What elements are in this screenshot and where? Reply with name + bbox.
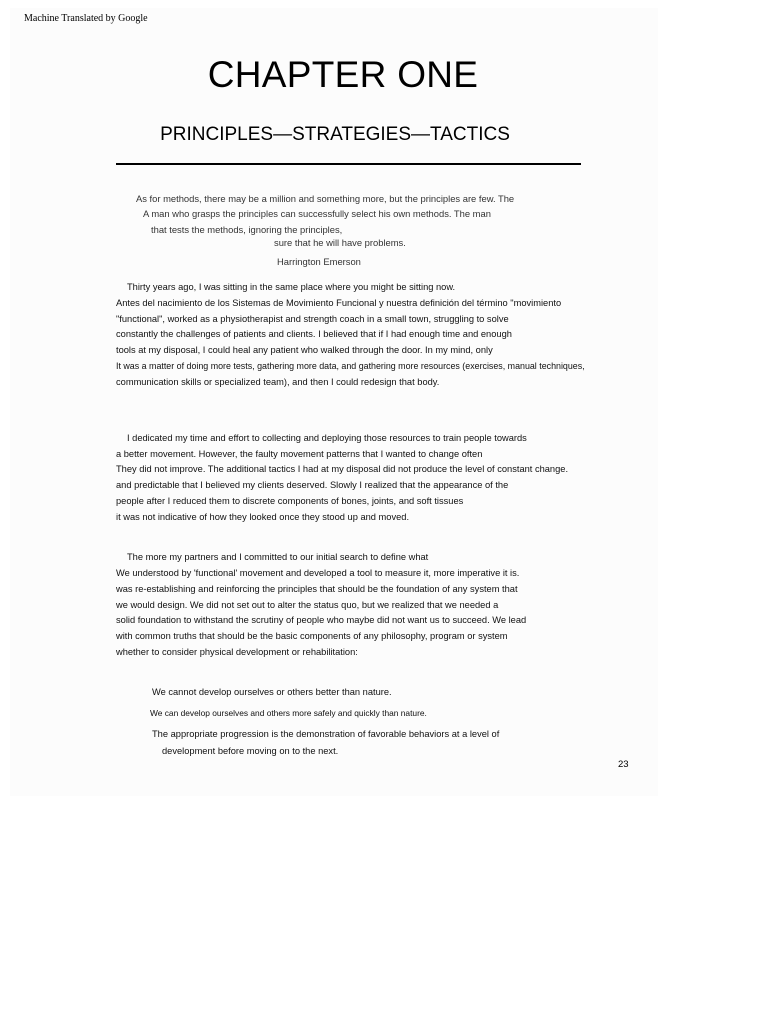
epigraph-line: As for methods, there may be a million and something more, but the principles are few. The (136, 193, 515, 204)
paragraph-line: Antes del nacimiento de los Sistemas de Movimiento Funcional y nuestra definición del término "movimiento (116, 298, 562, 308)
paragraph-line: The more my partners and I committed to our initial search to define what (127, 552, 429, 562)
paragraph-line: Thirty years ago, I was sitting in the same place where you might be sitting now. (127, 282, 456, 292)
paragraph-line: I dedicated my time and effort to collecting and deploying those resources to train people towards (127, 433, 527, 443)
epigraph-line: that tests the methods, ignoring the principles, (151, 224, 343, 235)
paragraph-line: people after I reduced them to discrete components of bones, joints, and soft tissues (116, 496, 464, 506)
principle-item: We cannot develop ourselves or others better than nature. (152, 687, 392, 697)
paragraph-line: tools at my disposal, I could heal any patient who walked through the door. In my mind, only (116, 345, 493, 355)
paragraph-line: we would design. We did not set out to alter the status quo, but we realized that we needed a (116, 600, 499, 610)
principle-item-continuation: development before moving on to the next. (162, 746, 339, 756)
epigraph-line: A man who grasps the principles can successfully select his own methods. The man (143, 208, 491, 219)
page-number: 23 (618, 759, 629, 770)
paragraph-line: it was not indicative of how they looked once they stood up and moved. (116, 512, 410, 522)
chapter-subtitle: PRINCIPLES—STRATEGIES—TACTICS (160, 124, 510, 145)
paragraph-line: They did not improve. The additional tactics I had at my disposal did not produce the level of constant change. (116, 464, 569, 474)
paragraph-line: a better movement. However, the faulty movement patterns that I wanted to change often (116, 449, 483, 459)
paragraph-line: whether to consider physical development or rehabilitation: (116, 647, 358, 657)
paragraph-line: "functional", worked as a physiotherapist and strength coach in a small town, struggling to solve (116, 314, 509, 324)
translation-note: Machine Translated by Google (24, 13, 148, 24)
principle-item: We can develop ourselves and others more safely and quickly than nature. (150, 708, 427, 718)
principle-item: The appropriate progression is the demonstration of favorable behaviors at a level of (152, 729, 500, 739)
paragraph-line: constantly the challenges of patients and clients. I believed that if I had enough time and enough (116, 329, 512, 339)
paragraph-line: was re-establishing and reinforcing the principles that should be the foundation of any system that (116, 584, 518, 594)
epigraph-attribution: Harrington Emerson (277, 256, 361, 267)
epigraph-line: sure that he will have problems. (274, 237, 406, 248)
paragraph-line: communication skills or specialized team), and then I could redesign that body. (116, 377, 440, 387)
chapter-title: CHAPTER ONE (207, 54, 479, 95)
paragraph-line: and predictable that I believed my clients deserved. Slowly I realized that the appearance of the (116, 480, 509, 490)
paragraph-line: with common truths that should be the basic components of any philosophy, program or system (116, 631, 508, 641)
title-divider (116, 163, 581, 165)
paragraph-line: We understood by 'functional' movement and developed a tool to measure it, more imperative it is. (116, 568, 520, 578)
paragraph-line: It was a matter of doing more tests, gathering more data, and gathering more resources (exercises, manual techniques, (116, 361, 585, 371)
paragraph-line: solid foundation to withstand the scrutiny of people who maybe did not want us to succeed. We lead (116, 615, 527, 625)
